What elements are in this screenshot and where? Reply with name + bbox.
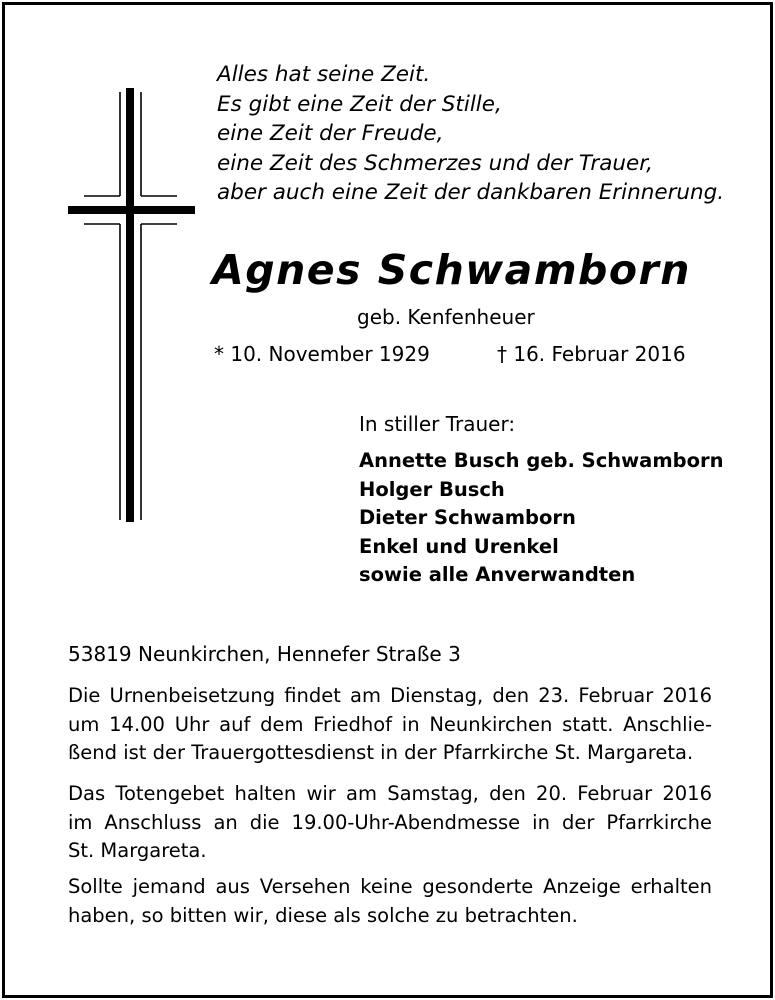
maiden-name: geb. Kenfenheuer xyxy=(357,305,535,329)
deceased-name: Agnes Schwamborn xyxy=(212,246,691,294)
paragraph-line: um 14.00 Uhr auf dem Friedhof in Neunkirchen statt. Anschlie- xyxy=(68,712,712,736)
mourner-name: Enkel und Urenkel xyxy=(359,534,559,558)
paragraph-line: ßend ist der Trauergottesdienst in der Pfarrkirche St. Margareta. xyxy=(68,741,694,765)
paragraph-line: Sollte jemand aus Versehen keine gesonderte Anzeige erhalten xyxy=(68,875,712,898)
cross-icon xyxy=(68,88,196,524)
verse-line: Es gibt eine Zeit der Stille, xyxy=(217,91,502,117)
verse-line: aber auch eine Zeit der dankbaren Erinnerung. xyxy=(217,180,725,206)
mourner-name: Annette Busch geb. Schwamborn xyxy=(359,449,724,472)
address: 53819 Neunkirchen, Hennefer Straße 3 xyxy=(68,642,461,666)
verse-line: eine Zeit der Freude, xyxy=(217,121,444,147)
mourner-name: Holger Busch xyxy=(359,477,505,501)
mourner-name: Dieter Schwamborn xyxy=(359,506,576,530)
birth-date: * 10. November 1929 xyxy=(214,342,430,366)
verse-line: Alles hat seine Zeit. xyxy=(217,62,431,87)
mourners-list xyxy=(359,447,724,590)
paragraph-line: Das Totengebet halten wir am Samstag, den 20. Februar 2016 xyxy=(68,782,712,805)
paragraph-line: haben, so bitten wir, diese als solche zu betrachten. xyxy=(68,903,578,927)
paragraph-line: Die Urnenbeisetzung findet am Dienstag, den 23. Februar 2016 xyxy=(68,684,712,707)
prayer-paragraph xyxy=(68,780,712,866)
notice-paragraph xyxy=(68,873,712,930)
burial-paragraph xyxy=(68,682,712,768)
mourners-label: In stiller Trauer: xyxy=(359,412,516,436)
paragraph-line: St. Margareta. xyxy=(68,839,207,863)
verse-line: eine Zeit des Schmerzes und der Trauer, xyxy=(217,150,653,176)
death-date: † 16. Februar 2016 xyxy=(497,342,686,366)
paragraph-line: im Anschluss an die 19.00-Uhr-Abendmesse in der Pfarrkirche xyxy=(68,810,712,834)
verse xyxy=(217,60,747,208)
mourner-name: sowie alle Anverwandten xyxy=(359,563,636,587)
